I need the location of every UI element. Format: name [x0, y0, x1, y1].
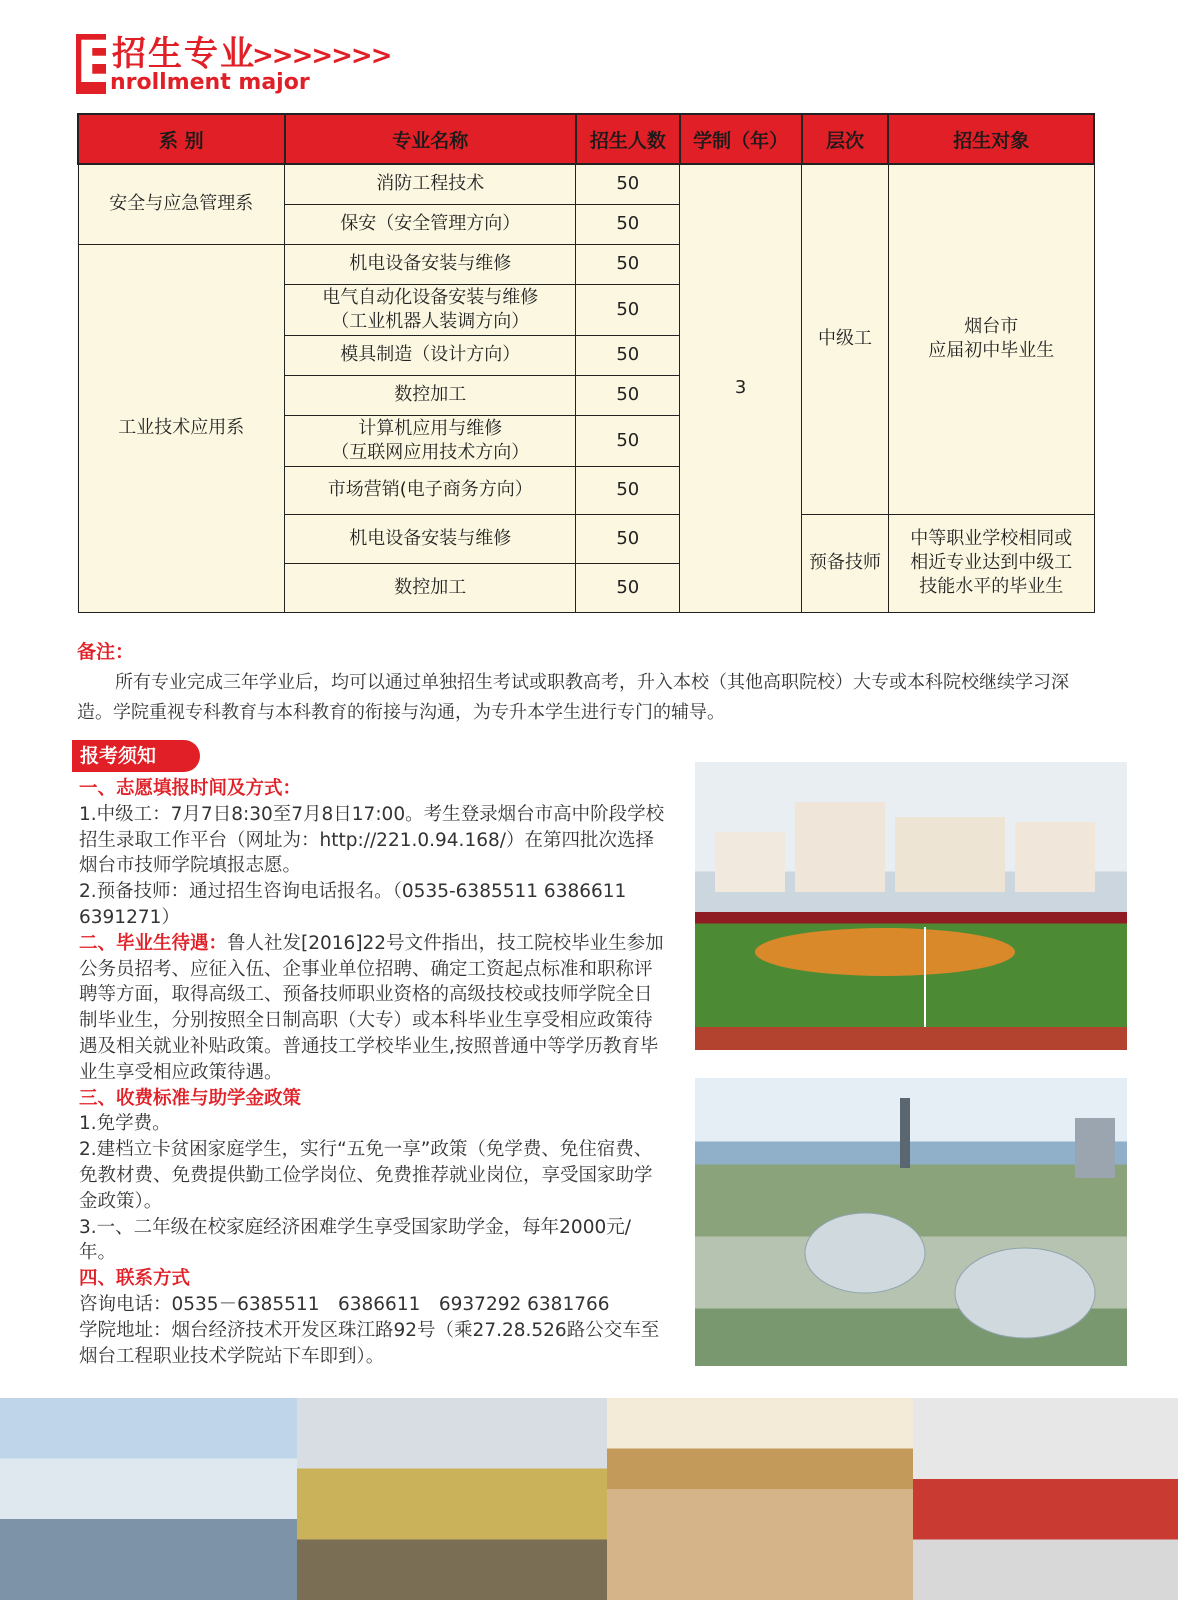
dome-shape: [955, 1248, 1095, 1338]
count-cell: 50: [576, 415, 680, 466]
table-header-row: [78, 114, 1094, 164]
count-cell: 50: [576, 284, 680, 335]
performers-shape: [755, 928, 1015, 976]
major-line: 计算机应用与维修: [358, 417, 503, 439]
stadium-illustration: [695, 762, 1127, 1050]
table-row: [78, 164, 1094, 204]
header-level: 层次: [802, 114, 889, 164]
building-shape: [1075, 1118, 1115, 1178]
target-cell: [888, 514, 1094, 612]
major-cell: 消防工程技术: [285, 164, 576, 204]
major-cell: [285, 415, 576, 466]
header-years: 学制（年）: [680, 114, 802, 164]
page-title: 招生专业: [112, 34, 256, 74]
major-cell: 机电设备安装与维修: [285, 244, 576, 284]
park-illustration: [695, 1078, 1127, 1366]
section-title: 一、志愿填报时间及方式：: [79, 778, 302, 799]
level-cell: 预备技师: [802, 514, 889, 612]
building-shape: [1015, 822, 1095, 892]
header-letter-e: E: [76, 28, 116, 96]
target-line: 应届初中毕业生: [928, 340, 1055, 362]
major-cell: 机电设备安装与维修: [285, 514, 576, 563]
fire-equipment-photo: [913, 1398, 1178, 1600]
gym-photo: [607, 1398, 913, 1600]
major-cell: 市场营销(电子商务方向）: [285, 466, 576, 514]
note-body: 所有专业完成三年学业后，均可以通过单独招生考试或职教高考，升入本校（其他高职院校）大专或本科院校继续学习深造。学院重视专科教育与本科教育的衔接与沟通，为专升本学生进行专门的辅导。: [77, 672, 1069, 723]
header-department: 系 别: [78, 114, 285, 164]
contact-phone: 咨询电话：0535－6385511 6386611 6937292 6381766: [79, 1293, 610, 1315]
count-cell: 50: [576, 164, 680, 204]
count-cell: 50: [576, 335, 680, 375]
major-cell: 保安（安全管理方向）: [285, 204, 576, 244]
header-arrows: >>>>>>>: [252, 41, 391, 71]
header-target: 招生对象: [888, 114, 1094, 164]
target-line: 中等职业学校相同或: [910, 528, 1073, 549]
major-line: （互联网应用技术方向）: [331, 441, 530, 463]
section-text: 鲁人社发[2016]22号文件指出，技工院校毕业生参加公务员招考、应征入伍、企事业单位招聘、确定工资起点标准和职称评聘等方面，取得高级工、预备技师职业资格的高级技校或技师学院全日制毕业生，分别按照全日制高职（大专）或本科毕业生享受相应政策待遇及相关就业补贴政策。普通技工学校毕业生,按照普通中等学历教育毕业生享受相应政策待遇。: [79, 932, 664, 1083]
count-cell: 50: [576, 514, 680, 563]
years-cell: 3: [680, 164, 802, 612]
stadium-photo: [695, 762, 1127, 1050]
department-cell: 工业技术应用系: [78, 244, 285, 612]
level-cell: 中级工: [802, 164, 889, 514]
section-paragraph: [79, 931, 667, 1086]
count-cell: 50: [576, 563, 680, 612]
section-paragraph: 1.免学费。: [79, 1113, 171, 1135]
robot-lab-photo: [297, 1398, 607, 1600]
count-cell: 50: [576, 244, 680, 284]
section-paragraph: 2.预备技师：通过招生咨询电话报名。（0535-6385511 6386611 6391271）: [79, 881, 627, 928]
enrollment-table: [77, 113, 1095, 613]
building-shape: [715, 832, 785, 892]
section-paragraph: 2.建档立卡贫困家庭学生，实行“五免一享”政策（免学费、免住宿费、免教材费、免费提供勤工俭学岗位、免费推荐就业岗位，享受国家助学金政策）。: [79, 1139, 653, 1212]
section-title: 四、联系方式: [79, 1268, 191, 1290]
notice-badge: 报考须知: [72, 740, 200, 772]
target-cell: [888, 164, 1094, 514]
header-count: 招生人数: [576, 114, 680, 164]
department-cell: 安全与应急管理系: [78, 164, 285, 244]
building-shape: [895, 817, 1005, 892]
dome-shape: [805, 1213, 925, 1293]
section-paragraph: 3.一、二年级在校家庭经济困难学生享受国家助学金，每年2000元/年。: [79, 1216, 631, 1264]
target-line: 技能水平的毕业生: [919, 576, 1064, 597]
major-cell: [285, 284, 576, 335]
major-line: （工业机器人装调方向）: [331, 310, 530, 332]
workshop-photo: [0, 1398, 297, 1600]
section-paragraph: 1.中级工：7月7日8:30至7月8日17:00。考生登录烟台市高中阶段学校招生录取工作平台（网址为：http://221.0.94.168/）在第四批次选择烟台市技师学院填报志愿。: [79, 803, 665, 877]
note-title: 备注：: [77, 641, 135, 663]
count-cell: 50: [576, 204, 680, 244]
target-line: 相近专业达到中级工: [910, 552, 1073, 573]
count-cell: 50: [576, 375, 680, 415]
page-subtitle-en: nrollment major: [110, 70, 310, 95]
target-line: 烟台市: [964, 316, 1019, 338]
contact-address: 学院地址：烟台经济技术开发区珠江路92号（乘27.28.526路公交车至烟台工程职业技术学院站下车即到）。: [79, 1319, 660, 1367]
major-line: 电气自动化设备安装与维修: [322, 286, 539, 308]
major-cell: 模具制造（设计方向）: [285, 335, 576, 375]
notice-column: [79, 776, 667, 1369]
count-cell: 50: [576, 466, 680, 514]
major-cell: 数控加工: [285, 563, 576, 612]
header-major: 专业名称: [285, 114, 576, 164]
tower-shape: [900, 1098, 910, 1168]
park-photo: [695, 1078, 1127, 1366]
building-shape: [795, 802, 885, 892]
section-title: 三、收费标准与助学金政策: [79, 1087, 302, 1109]
major-cell: 数控加工: [285, 375, 576, 415]
section-title: 二、毕业生待遇：: [79, 932, 228, 954]
